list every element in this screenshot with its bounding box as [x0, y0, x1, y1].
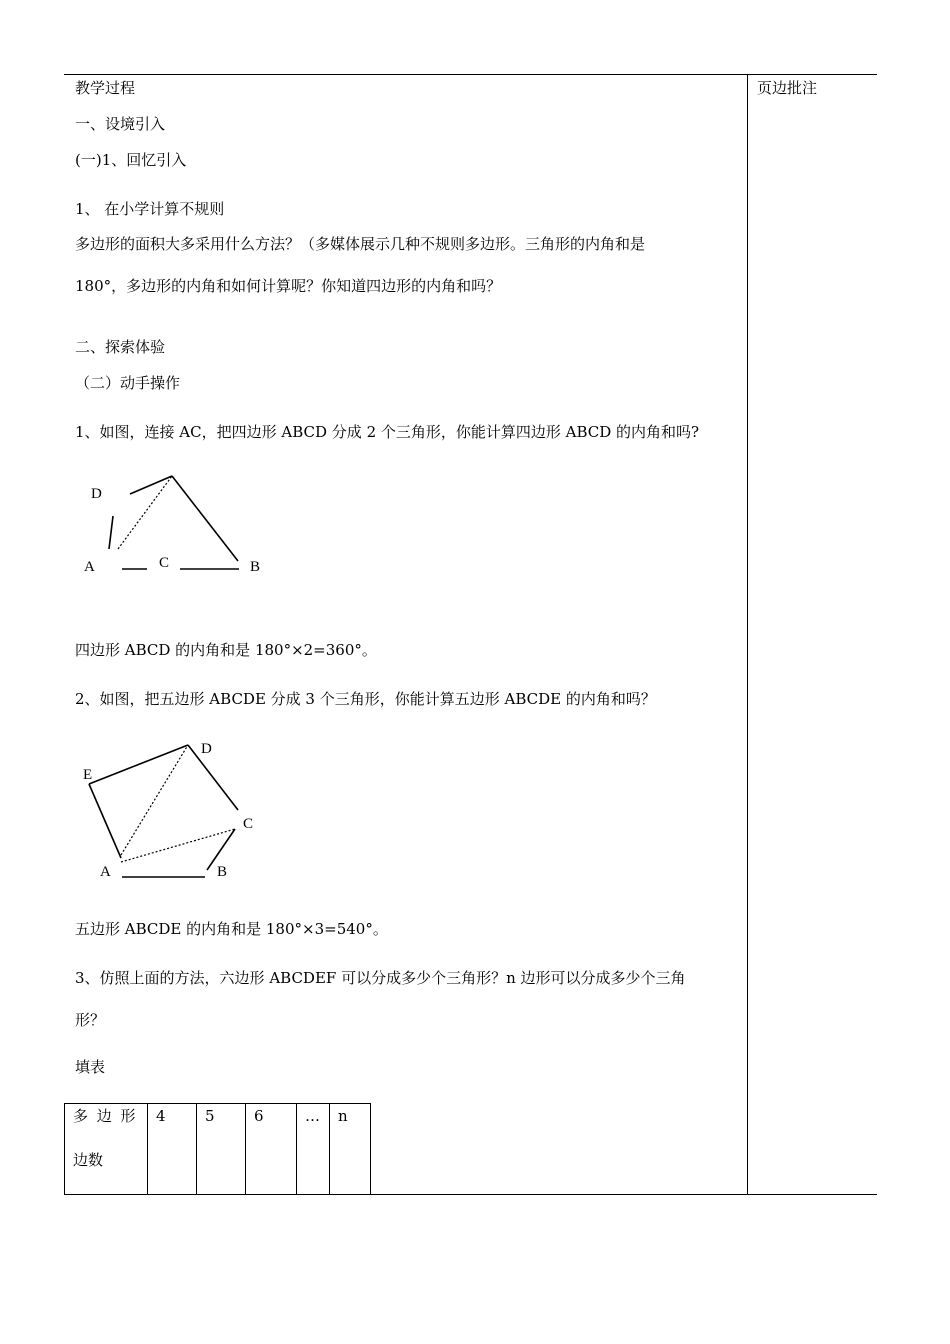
answer-quadrilateral: 四边形 ABCD 的内角和是 180°×2=360°。 [75, 641, 377, 659]
fig2-label-e: E [83, 767, 93, 783]
answer-pentagon: 五边形 ABCDE 的内角和是 180°×3=540°。 [75, 920, 388, 938]
fig2-label-c: C [243, 816, 254, 832]
section-heading-explore: 二、探索体验 [75, 338, 166, 356]
fig1-label-b: B [250, 559, 261, 575]
question-1-line-2: 多边形的面积大多采用什么方法？（多媒体展示几种不规则多边形。三角形的内角和是 [75, 235, 646, 253]
header-margin-notes: 页边批注 [757, 79, 818, 97]
question-pentagon: 2、如图，把五边形 ABCDE 分成 3 个三角形，你能计算五边形 ABCDE 的内角和吗？ [75, 690, 656, 708]
table-cell: … [297, 1104, 330, 1195]
section-heading-intro: 一、设境引入 [75, 115, 166, 133]
question-1-line-1: 1、 在小学计算不规则 [75, 200, 225, 218]
table-cell: 6 [246, 1104, 297, 1195]
table-cell: 5 [197, 1104, 246, 1195]
table-header-cell [65, 1104, 148, 1195]
question-1-line-3: 180°，多边形的内角和如何计算呢？你知道四边形的内角和吗？ [75, 277, 502, 295]
fig2-label-b: B [217, 864, 228, 880]
fig1-label-a: A [84, 559, 95, 575]
table-cell: n [330, 1104, 371, 1195]
fig2-label-a: A [100, 864, 111, 880]
question-quadrilateral: 1、如图，连接 AC，把四边形 ABCD 分成 2 个三角形，你能计算四边形 ABCD 的内角和吗? [75, 423, 700, 441]
question-hexagon-line-1: 3、仿照上面的方法，六边形 ABCDEF 可以分成多少个三角形？n 边形可以分成多少个三角 [75, 969, 686, 987]
fig2-label-d: D [201, 741, 212, 757]
table-header-line-2: 边数 [73, 1151, 104, 1169]
question-hexagon-line-2: 形？ [75, 1011, 106, 1029]
fill-table-label: 填表 [75, 1058, 106, 1076]
polygon-sides-table [64, 1103, 371, 1195]
header-teaching-process: 教学过程 [75, 79, 136, 97]
table-header-line-1: 多 边 形 [73, 1107, 138, 1125]
fig1-label-d: D [91, 486, 102, 502]
subsection-recall: (一)1、回忆引入 [75, 151, 187, 169]
subsection-hands-on: （二）动手操作 [75, 374, 181, 392]
fig1-label-c: C [159, 555, 170, 571]
table-cell: 4 [148, 1104, 197, 1195]
table-row [65, 1104, 371, 1195]
